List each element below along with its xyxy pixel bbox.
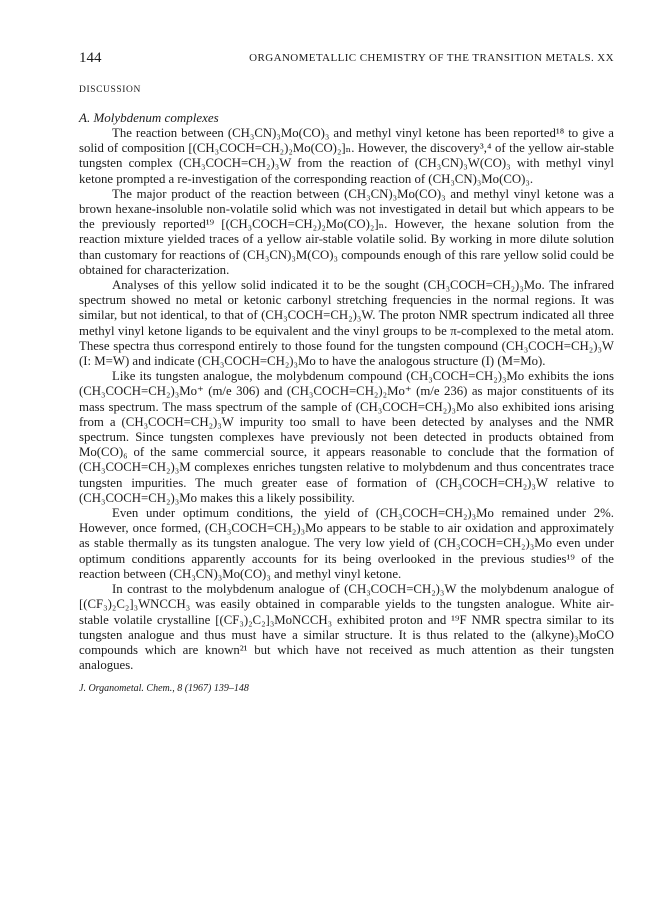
journal-citation: J. Organometal. Chem., 8 (1967) 139–148 xyxy=(79,683,249,695)
page-number: 144 xyxy=(79,50,102,66)
running-head: ORGANOMETALLIC CHEMISTRY OF THE TRANSITION METALS. XX xyxy=(249,52,614,64)
paragraph: The major product of the reaction between (CH₃CN)₃Mo(CO)₃ and methyl vinyl ketone was a brown hexane-insoluble non-volatile solid which was not investigated in detail but which appears to be the previously reported¹⁹ [(CH₃COCH=CH₂)₂Mo(CO)₂]ₙ. However, the hexane solution from the reaction mixture yielded traces of a yellow air-stable volatile solid. By working in more dilute solution than customary for reactions of (CH₃CN)₃M(CO)₃ compounds enough of this rare yellow solid could be obtained for characterization. xyxy=(79,186,614,277)
paragraph: Analyses of this yellow solid indicated it to be the sought (CH₃COCH=CH₂)₃Mo. The infrared spectrum showed no metal or ketonic carbonyl stretching frequencies in the normal regions. It was similar, but not identical, to that of (CH₃COCH=CH₂)₃W. The proton NMR spectrum indicated all three methyl vinyl ketone ligands to be equivalent and the vinyl groups to be π-complexed to the metal atom. These spectra thus correspond entirely to those found for the tungsten compound (CH₃COCH=CH₂)₃W (I: M=W) and indicate (CH₃COCH=CH₂)₃Mo to have the analogous structure (I) (M=Mo). xyxy=(79,278,614,369)
paragraph: In contrast to the molybdenum analogue of (CH₃COCH=CH₂)₃W the molybdenum analogue of [(CF₃)₂C₂]₃WNCCH₃ was easily obtained in comparable yields to the tungsten analogue. White air-stable volatile crystalline [(CF₃)₂C₂]₃MoNCCH₃ exhibited proton and ¹⁹F NMR spectra similar to its tungsten analogue and thus must have a similar structure. It is thus related to the (alkyne)₃MoCO compounds which are known²¹ but which have not received as much attention as their tungsten analogues. xyxy=(79,582,614,673)
paragraph: The reaction between (CH₃CN)₃Mo(CO)₃ and methyl vinyl ketone has been reported¹⁸ to give a solid of composition [(CH₃COCH=CH₂)₂Mo(CO)₂]ₙ. However, the discovery³,⁴ of the yellow air-stable tungsten complex (CH₃COCH=CH₂)₃W from the reaction of (CH₃CN)₃W(CO)₃ with methyl vinyl ketone prompted a re-investigation of the corresponding reaction of (CH₃CN)₃Mo(CO)₃. xyxy=(79,126,614,186)
section-title: DISCUSSION xyxy=(79,85,141,95)
paragraph: Even under optimum conditions, the yield of (CH₃COCH=CH₂)₃Mo remained under 2%. However, once formed, (CH₃COCH=CH₂)₃Mo appears to be stable to air oxidation and approximately as stable thermally as its tungsten analogue. The very low yield of (CH₃COCH=CH₂)₃Mo even under optimum conditions apparently accounts for its being overlooked in the previous studies¹⁹ of the reaction between (CH₃CN)₃Mo(CO)₃ and methyl vinyl ketone. xyxy=(79,506,614,581)
page-header xyxy=(79,40,614,66)
journal-page xyxy=(79,40,614,694)
paragraph: Like its tungsten analogue, the molybdenum compound (CH₃COCH=CH₂)₃Mo exhibits the ions (CH₃COCH=CH₂)₃Mo⁺ (m/e 306) and (CH₃COCH=CH₂)₂Mo⁺ (m/e 236) as major constituents of its mass spectrum. The mass spectrum of the sample of (CH₃COCH=CH₂)₃Mo also exhibited ions arising from a (CH₃COCH=CH₂)₃W impurity too small to have been detected by analyses and the NMR spectrum. Since tungsten complexes have previously not been detected in products obtained from Mo(CO)₆ of the same commercial source, it appears reasonable to conclude that the formation of (CH₃COCH=CH₂)₃M complexes enriches tungsten relative to molybdenum and thus concentrates trace tungsten impurities. The much greater ease of formation of (CH₃COCH=CH₂)₃W relative to (CH₃COCH=CH₂)₃Mo makes this a likely possibility. xyxy=(79,369,614,505)
body-text xyxy=(79,126,614,673)
subsection-title: A. Molybdenum complexes xyxy=(79,110,219,125)
